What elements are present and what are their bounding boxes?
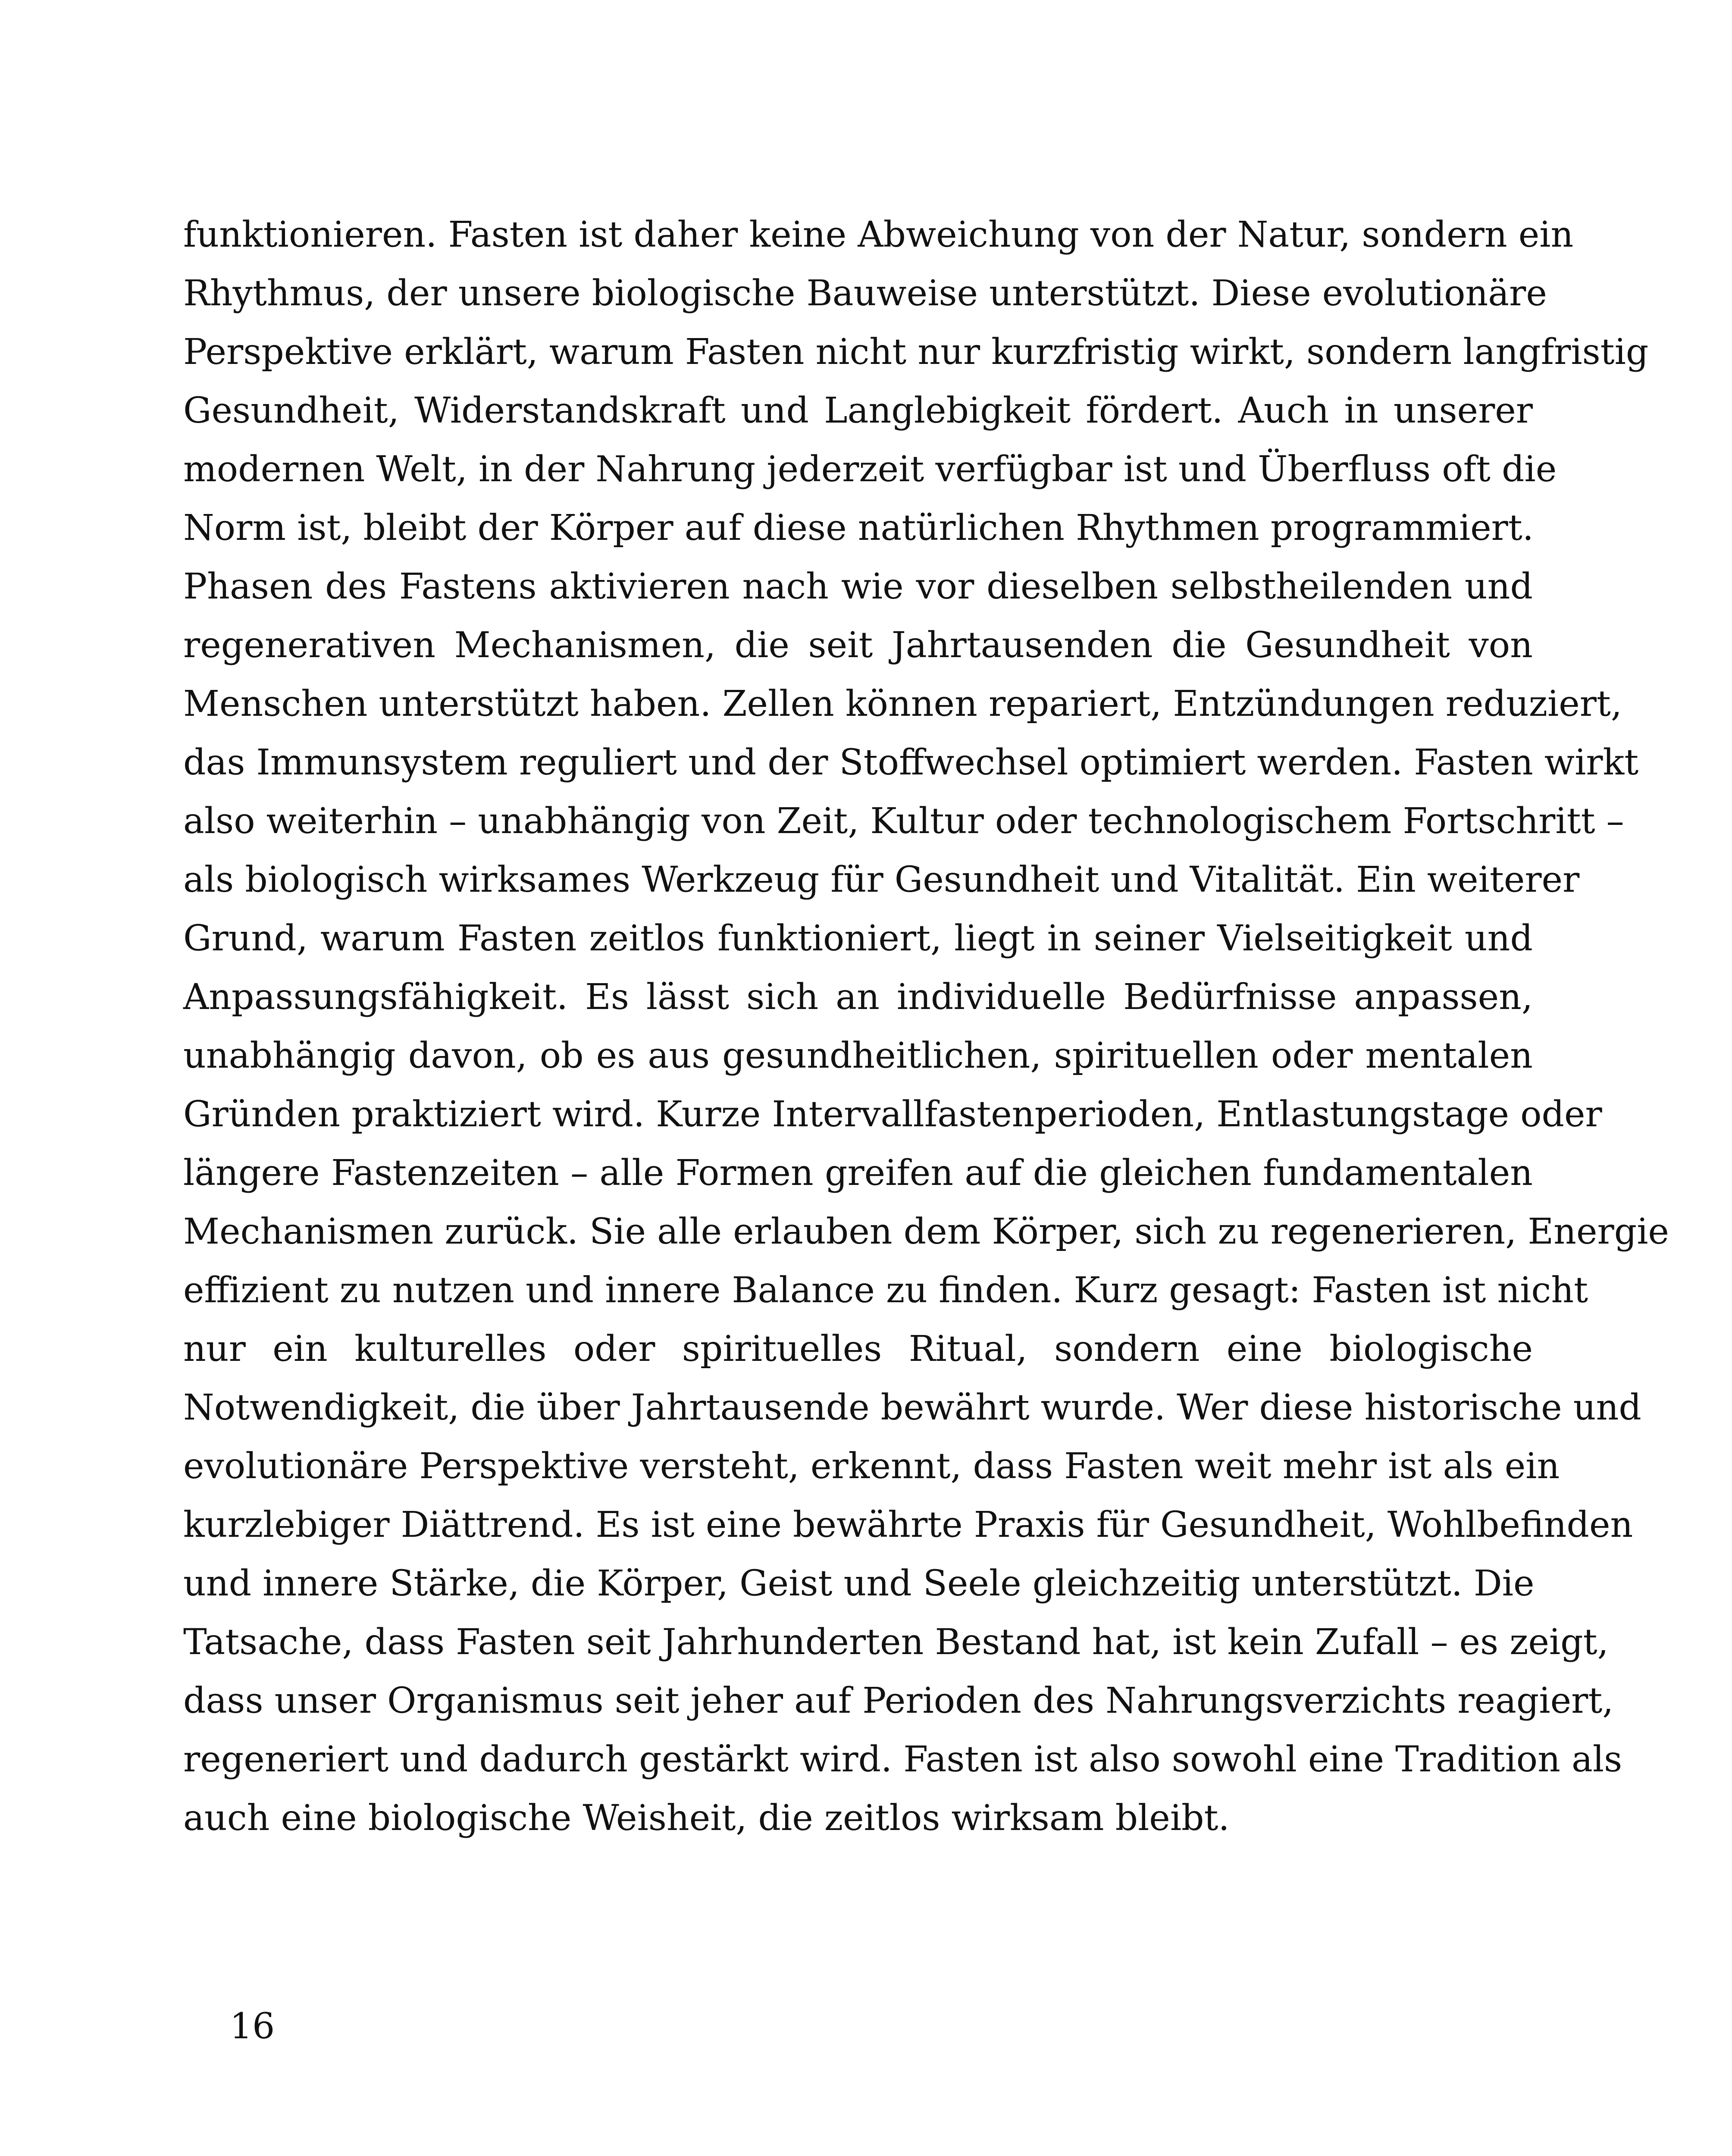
text-line: Tatsache, dass Fasten seit Jahrhunderten Bestand hat, ist kein Zufall – es zeigt, [183,1622,1609,1663]
text-line: als biologisch wirksames Werkzeug für Gesundheit und Vitalität. Ein weiterer [183,859,1580,900]
text-line: Gründen praktiziert wird. Kurze Intervallfastenperioden, Entlastungstage oder [183,1094,1602,1135]
text-line: Menschen unterstützt haben. Zellen können repariert, Entzündungen reduziert, [183,683,1622,724]
text-line: funktionieren. Fasten ist daher keine Abweichung von der Natur, sondern ein [183,214,1574,255]
text-line: evolutionäre Perspektive versteht, erkennt, dass Fasten weit mehr ist als ein [183,1446,1560,1487]
text-line: nur ein kulturelles oder spirituelles Ritual, sondern eine biologische [183,1329,1533,1369]
text-line: und innere Stärke, die Körper, Geist und Seele gleichzeitig unterstützt. Die [183,1563,1535,1604]
text-line: Notwendigkeit, die über Jahrtausende bewährt wurde. Wer diese historische und [183,1387,1641,1428]
text-line: Anpassungsfähigkeit. Es lässt sich an individuelle Bedürfnisse anpassen, [183,977,1533,1018]
text-line: Norm ist, bleibt der Körper auf diese natürlichen Rhythmen programmiert. [183,508,1534,548]
text-line: Perspektive erklärt, warum Fasten nicht nur kurzfristig wirkt, sondern langfristig [183,332,1649,373]
text-line: Grund, warum Fasten zeitlos funktioniert, liegt in seiner Vielseitigkeit und [183,918,1533,959]
text-line: effizient zu nutzen und innere Balance zu finden. Kurz gesagt: Fasten ist nicht [183,1270,1588,1311]
text-line: kurzlebiger Diättrend. Es ist eine bewährte Praxis für Gesundheit, Wohlbefinden [183,1504,1633,1545]
text-line: Phasen des Fastens aktivieren nach wie vor dieselben selbstheilenden und [183,566,1533,607]
text-line: regenerativen Mechanismen, die seit Jahrtausenden die Gesundheit von [183,625,1533,666]
text-line: auch eine biologische Weisheit, die zeitlos wirksam bleibt. [183,1798,1230,1839]
text-line: längere Fastenzeiten – alle Formen greifen auf die gleichen fundamentalen [183,1153,1533,1194]
text-line: also weiterhin – unabhängig von Zeit, Kultur oder technologischem Fortschritt – [183,801,1624,842]
page-number: 16 [230,2006,275,2047]
text-line: das Immunsystem reguliert und der Stoffwechsel optimiert werden. Fasten wirkt [183,742,1639,783]
body-text [183,206,1669,1848]
text-line: Rhythmus, der unsere biologische Bauweise unterstützt. Diese evolutionäre [183,273,1547,314]
text-line: Mechanismen zurück. Sie alle erlauben dem Körper, sich zu regenerieren, Energie [183,1211,1669,1252]
text-line: modernen Welt, in der Nahrung jederzeit verfügbar ist und Überfluss oft die [183,449,1557,490]
text-line: dass unser Organismus seit jeher auf Perioden des Nahrungsverzichts reagiert, [183,1680,1614,1721]
text-line: unabhängig davon, ob es aus gesundheitlichen, spirituellen oder mentalen [183,1035,1533,1076]
text-line: regeneriert und dadurch gestärkt wird. Fasten ist also sowohl eine Tradition als [183,1739,1622,1780]
text-line: Gesundheit, Widerstandskraft und Langlebigkeit fördert. Auch in unserer [183,390,1533,431]
